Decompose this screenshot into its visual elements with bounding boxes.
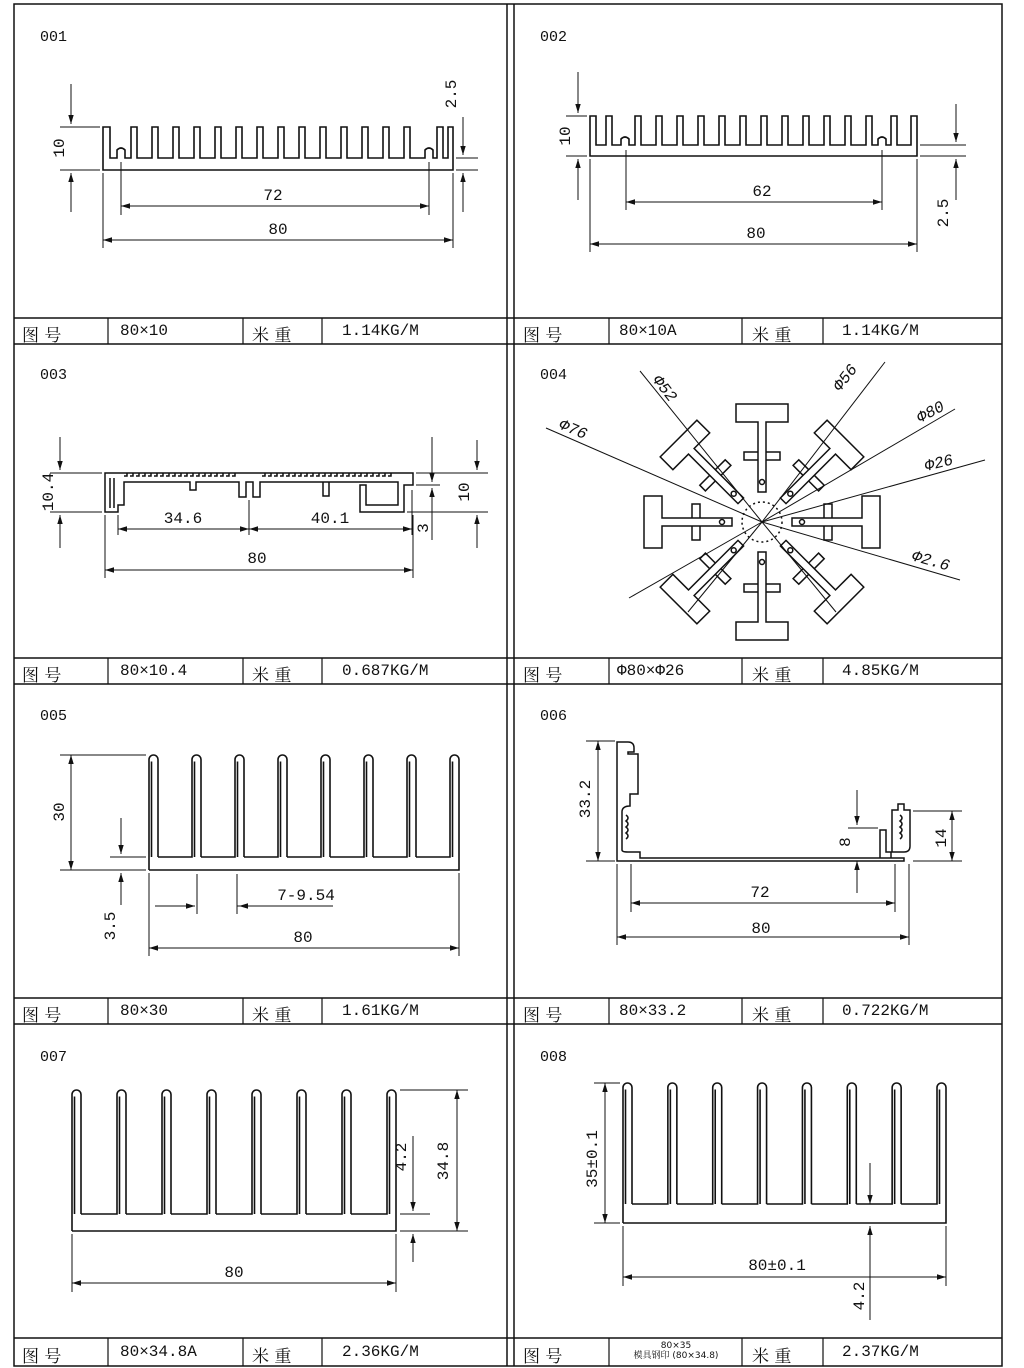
dim-width: 80	[268, 221, 288, 239]
model-value: 80×34.8A	[120, 1343, 197, 1361]
model-value-main: 80×35	[660, 1341, 692, 1351]
weight-value: 1.14KG/M	[842, 322, 919, 340]
weight-label: 米 重	[252, 326, 292, 346]
dim-height: 10	[51, 138, 69, 158]
dim-seg-b: 40.1	[310, 510, 350, 528]
weight-label: 米 重	[752, 1347, 792, 1367]
panel-code: 001	[40, 29, 68, 46]
dim-d56: Φ56	[829, 361, 862, 396]
model-label: 图 号	[523, 666, 563, 686]
model-value: 80×30	[120, 1002, 169, 1020]
model-label: 图 号	[22, 666, 62, 686]
dim-width: 80	[746, 225, 766, 243]
dim-d80: Φ80	[913, 397, 948, 428]
dim-d2-6: Φ2.6	[909, 547, 952, 576]
weight-label: 米 重	[752, 666, 792, 686]
dim-base: 2.5	[935, 198, 953, 228]
panel-code: 006	[540, 708, 568, 725]
dim-base: 4.2	[851, 1281, 869, 1311]
model-value: 80×33.2	[619, 1002, 687, 1020]
dim-d76: Φ76	[556, 416, 590, 444]
weight-label: 米 重	[252, 666, 292, 686]
weight-value: 1.61KG/M	[342, 1002, 419, 1020]
panel-code: 005	[40, 708, 68, 725]
model-label: 图 号	[523, 326, 563, 346]
weight-value: 4.85KG/M	[842, 662, 919, 680]
model-label: 图 号	[22, 1347, 62, 1367]
weight-value: 1.14KG/M	[342, 322, 419, 340]
dim-right: 14	[933, 828, 951, 848]
dim-d26: Φ26	[922, 451, 956, 476]
dim-inner: 72	[263, 187, 283, 205]
panel-code: 002	[540, 29, 568, 46]
dim-width: 80	[247, 550, 267, 568]
weight-label: 米 重	[252, 1006, 292, 1026]
dim-base: 3.5	[102, 911, 120, 941]
model-value: 80×10	[120, 322, 169, 340]
weight-label: 米 重	[252, 1347, 292, 1367]
dim-height: 34.8	[435, 1141, 453, 1181]
dim-height: 33.2	[577, 779, 595, 819]
model-label: 图 号	[523, 1006, 563, 1026]
weight-value: 2.36KG/M	[342, 1343, 419, 1361]
dim-rail: 3	[415, 523, 433, 533]
weight-value: 0.722KG/M	[842, 1002, 929, 1020]
model-label: 图 号	[22, 326, 62, 346]
model-label: 图 号	[523, 1347, 563, 1367]
panel-code: 008	[540, 1049, 568, 1066]
weight-value: 0.687KG/M	[342, 662, 429, 680]
model-value-note: 模具钢印 (80×34.8)	[633, 1351, 719, 1361]
dim-inner: 72	[750, 884, 770, 902]
weight-label: 米 重	[752, 1006, 792, 1026]
panel-code: 004	[540, 367, 568, 384]
dim-width: 80	[224, 1264, 244, 1282]
model-value: Φ80×Φ26	[617, 662, 685, 680]
dim-right-height: 10	[456, 482, 474, 502]
model-value: 80×10A	[619, 322, 677, 340]
dim-width: 80	[751, 920, 771, 938]
panel-code: 003	[40, 367, 68, 384]
dim-width: 80±0.1	[748, 1257, 806, 1275]
dim-groove: 8	[837, 837, 855, 847]
model-value	[612, 1341, 740, 1361]
dim-height: 10	[557, 126, 575, 146]
weight-label: 米 重	[752, 326, 792, 346]
dim-base: 2.5	[443, 79, 461, 109]
dim-base: 4.2	[393, 1142, 411, 1172]
panel-code: 007	[40, 1049, 68, 1066]
dim-pitch: 7-9.54	[277, 887, 335, 905]
dim-left-height: 10.4	[40, 472, 58, 512]
model-value: 80×10.4	[120, 662, 188, 680]
dim-seg-a: 34.6	[163, 510, 203, 528]
dim-width: 80	[293, 929, 313, 947]
model-label: 图 号	[22, 1006, 62, 1026]
dim-d52: Φ52	[648, 371, 680, 406]
weight-value: 2.37KG/M	[842, 1343, 919, 1361]
dim-height: 35±0.1	[584, 1130, 602, 1188]
dim-inner: 62	[752, 183, 772, 201]
dim-height: 30	[51, 802, 69, 822]
